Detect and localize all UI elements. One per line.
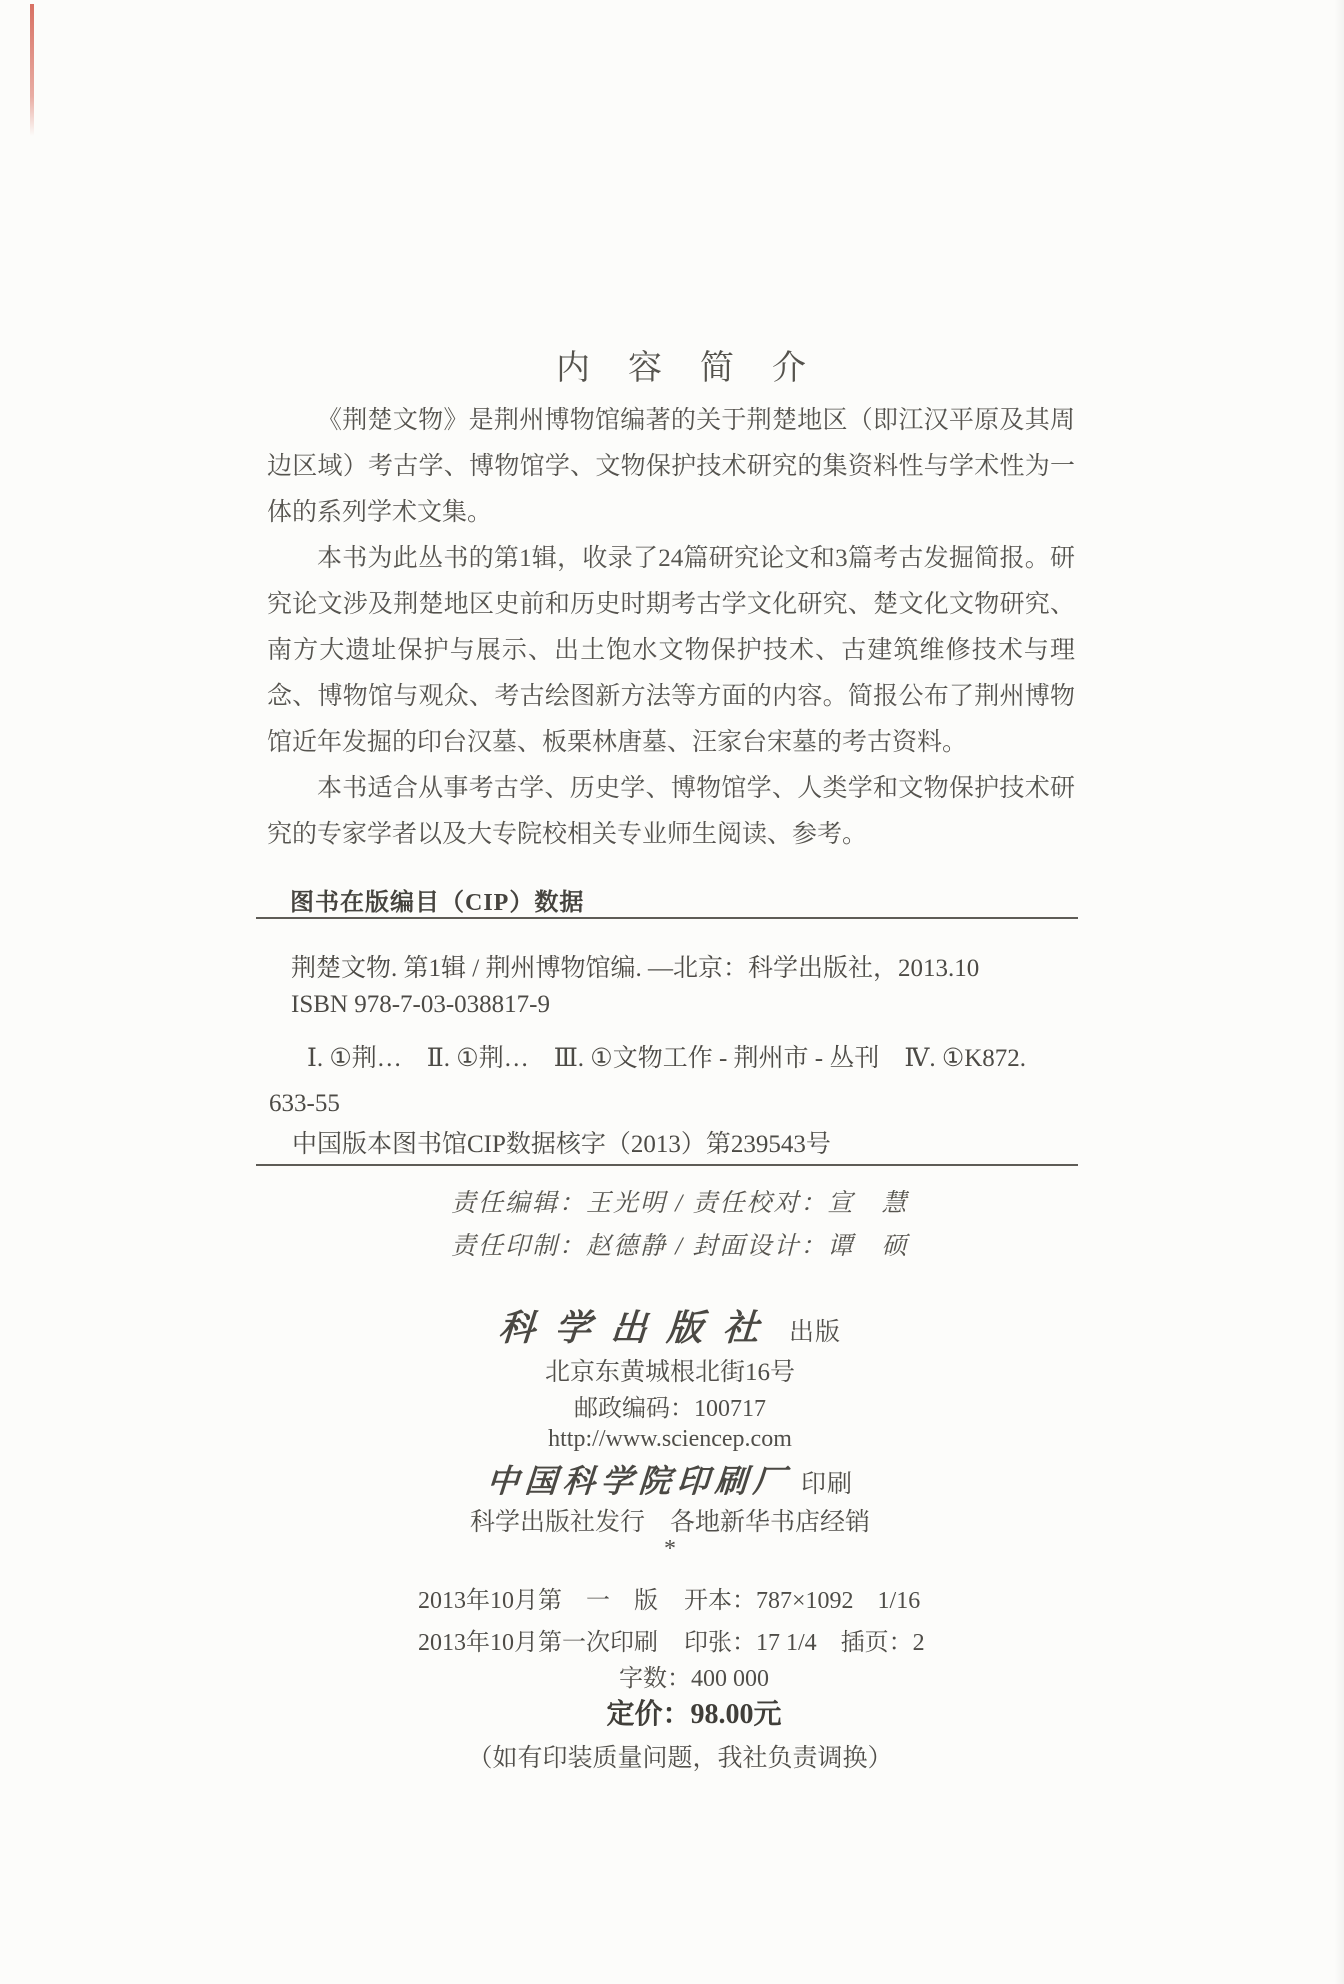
edition-date: 2013年10月第 一 版 bbox=[418, 1588, 658, 1614]
credits-line-editor: 责任编辑：王光明 / 责任校对：宣 慧 bbox=[451, 1190, 909, 1217]
intro-section bbox=[267, 398, 1075, 858]
printer-name-calligraphy: 中国科学院印刷厂 bbox=[485, 1463, 793, 1499]
impression-date: 2013年10月第一次印刷 bbox=[418, 1630, 658, 1656]
edition-line bbox=[418, 1580, 920, 1615]
cip-title-line: 荆楚文物. 第1辑 / 荆州博物馆编. —北京：科学出版社，2013.10 bbox=[291, 955, 980, 982]
printer-row bbox=[225, 1456, 1115, 1502]
publisher-postcode: 邮政编码：100717 bbox=[574, 1396, 766, 1422]
publisher-name-calligraphy: 科学出版社 bbox=[497, 1308, 781, 1348]
intro-line: 边区域）考古学、博物馆学、文物保护技术研究的集资料性与学术性为一 bbox=[267, 453, 1075, 480]
exchange-note: （如有印装质量问题，我社负责调换） bbox=[467, 1745, 893, 1772]
cip-rule-bottom bbox=[256, 1164, 1078, 1166]
impression-line bbox=[418, 1622, 925, 1657]
price: 定价：98.00元 bbox=[606, 1699, 782, 1730]
edition-format: 开本：787×1092 1/16 bbox=[684, 1588, 921, 1614]
credits-line-printing: 责任印制：赵德静 / 封面设计：谭 硕 bbox=[451, 1233, 909, 1260]
page-title: 内 容 简 介 bbox=[556, 350, 808, 387]
publisher-website: http://www.sciencep.com bbox=[548, 1426, 792, 1452]
publisher-name-row bbox=[225, 1300, 1115, 1351]
intro-line: 本书适合从事考古学、历史学、博物馆学、人类学和文物保护技术研 bbox=[317, 775, 1075, 802]
scan-red-mark bbox=[30, 4, 34, 136]
distribution-line: 科学出版社发行 各地新华书店经销 bbox=[469, 1509, 870, 1536]
intro-line: 馆近年发掘的印台汉墓、板栗林唐墓、汪家台宋墓的考古资料。 bbox=[267, 729, 968, 756]
cip-header: 图书在版编目（CIP）数据 bbox=[290, 890, 585, 916]
print-label: 印刷 bbox=[801, 1471, 854, 1498]
publish-label: 出版 bbox=[789, 1319, 842, 1346]
intro-line: 究论文涉及荆楚地区史前和历史时期考古学文化研究、楚文化文物研究、 bbox=[267, 591, 1075, 618]
cip-isbn-line: ISBN 978-7-03-038817-9 bbox=[291, 991, 551, 1018]
intro-line: 本书为此丛书的第1辑，收录了24篇研究论文和3篇考古发掘简报。研 bbox=[317, 545, 1075, 572]
intro-line: 体的系列学术文集。 bbox=[267, 499, 493, 526]
intro-line: 南方大遗址保护与展示、出土饱水文物保护技术、古建筑维修技术与理 bbox=[267, 637, 1075, 664]
intro-line: 究的专家学者以及大专院校相关专业师生阅读、参考。 bbox=[267, 821, 868, 848]
cip-record-number: 中国版本图书馆CIP数据核字（2013）第239543号 bbox=[292, 1131, 831, 1158]
cip-classification-continuation: 633-55 bbox=[269, 1090, 340, 1117]
word-count: 字数：400 000 bbox=[619, 1666, 769, 1692]
sheet-count: 印张：17 1/4 插页：2 bbox=[684, 1630, 925, 1656]
intro-line: 念、博物馆与观众、考古绘图新方法等方面的内容。简报公布了荆州博物 bbox=[267, 683, 1075, 710]
cip-rule-top bbox=[256, 917, 1078, 919]
intro-line: 《荆楚文物》是荆州博物馆编著的关于荆楚地区（即江汉平原及其周 bbox=[317, 407, 1075, 434]
separator-star: * bbox=[664, 1536, 676, 1562]
cip-classification-line: Ⅰ. ①荆… Ⅱ. ①荆… Ⅲ. ①文物工作 - 荆州市 - 丛刊 Ⅳ. ①K872. bbox=[307, 1045, 1027, 1072]
publisher-address: 北京东黄城根北街16号 bbox=[544, 1359, 795, 1386]
